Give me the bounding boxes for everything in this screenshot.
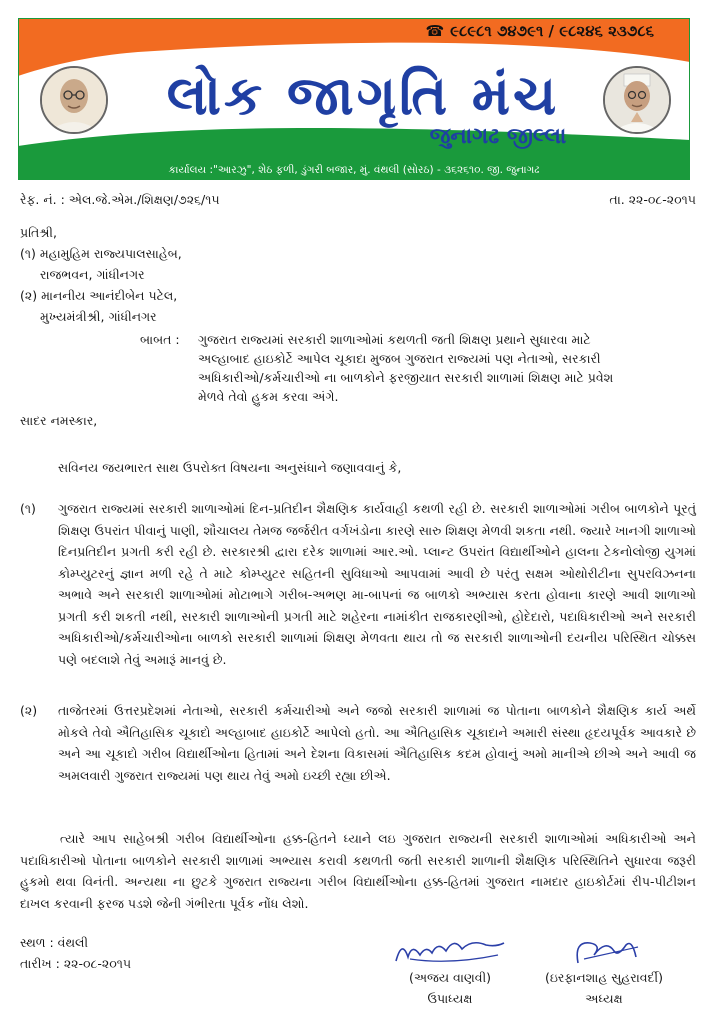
signature-graphic — [390, 935, 510, 967]
addressee-line: (૨) માનનીય આનંદીબેન પટેલ, — [20, 288, 178, 303]
signatory-title: ઉપાધ્યક્ષ — [427, 991, 473, 1006]
addressee-line: રાજભવન, ગાંધીનગર — [40, 267, 145, 282]
signatory-title: અધ્યક્ષ — [585, 991, 623, 1006]
portrait-right — [603, 66, 671, 134]
signatory-name: (અજય વાણવી) — [408, 970, 492, 985]
intro-line: સવિનય જયભારત સાથ ઉપરોક્ત વિષયના અનુસંધાને જણાવવાનું કે, — [58, 460, 402, 475]
paragraph-number: (૧) — [20, 501, 36, 516]
office-address: કાર્યાલય :"આરઝુ", શેઠ ફળી, ડુંગરી બજાર, મું. વંથલી (સોરઠ) - ૩૬૨૬૧૦. જી. જુનાગઢ — [168, 164, 540, 176]
date-line: તારીખ : ૨૨-૦૮-૨૦૧૫ — [20, 956, 132, 971]
signatory-president — [534, 935, 674, 1009]
place-line: સ્થળ : વંથલી — [20, 935, 89, 950]
addressee-block — [20, 222, 420, 327]
closing-paragraph: ત્યારે આપ સાહેબશ્રી ગરીબ વિદ્યાર્થીઓના હક્ક-હિતને ધ્યાને લઇ ગુજરાત રાજ્યની સરકારી શાળાઓમાં અધિકારીઓ અને પદાધિકારીઓ પોતાના બાળકોને સરકારી શાળામાં અભ્યાસ કરાવી કથળતી જતી સરકારી શાળાની શૈક્ષણિક પરિસ્થિતિને સુધારવા જરૂરી હુકમો થવા વિનંતી. અન્યથા ના છુટકે ગુજરાત રાજ્યના ગરીબ વિદ્યાર્થીઓના હક્ક-હિતમાં ગુજરાત નામદાર હાઇકોર્ટમાં રીપ-પીટીશન દાખલ કરવાની ફરજ પડશે જેની ગંભીરતા પૂર્વક નોંધ લેશો. — [20, 831, 696, 911]
letterhead — [18, 18, 690, 180]
signatory-vice-president — [380, 935, 520, 1009]
reference-number: રેફ. નં. : એલ.જે.એમ./શિક્ષણ/૭૨૬/૧૫ — [20, 192, 220, 207]
org-name: લોક જાગૃતિ મંચ — [166, 64, 560, 127]
addressee-line: (૧) મહામુહિમ રાજ્યપાલસાહેબ, — [20, 246, 182, 261]
place-date-block — [20, 932, 131, 974]
paragraph-number: (૨) — [20, 703, 38, 718]
paragraph-text: ગુજરાત રાજ્યમાં સરકારી શાળાઓમાં દિન-પ્રતિદીન શૈક્ષણિક કાર્યવાહી કથળી રહી છે. સરકારી શાળાઓમાં ગરીબ બાળકોને પૂરતું શિક્ષણ ઉપરાંત પીવાનું પાણી, શૌચાલય તેમજ જર્જરીત વર્ગખંડોના કારણે સારુ શિક્ષણ મેળવી શકતા નથી. જ્યારે ખાનગી શાળાઓ દિનપ્રતિદીન પ્રગતી કરી રહી છે. સરકારશ્રી દ્વારા દરેક શાળામાં આર.ઓ. પ્લાન્ટ ઉપરાંત વિદ્યાર્થીઓને હાલના ટેકનોલોજી યુગમાં કોમ્પ્યુટરનું જ્ઞાન મળી રહે તે માટે કોમ્પ્યુટર સહિતની સુવિધાઓ આપવામાં આવી છે પરંતુ સક્ષમ ઓથોરીટીના સુપરવિઝનના અભાવે અને સરકારી શાળાઓમાં મોટાભાગે ગરીબ-અભણ મા-બાપનાં જ બાળકો અભ્યાસ કરતા હોવાના કારણે આવી શાળાઓ પ્રગતી કરી શકતી નથી, સરકારી શાળાઓની પ્રગતી માટે શહેરના નામાંકીત રાજકારણીઓ, હોદેદારો, પદાધિકારીઓ અને સરકારી અધિકારીઓ/કર્મચારીઓના બાળકો સરકારી શાળામાં શિક્ષણ મેળવતા થાય તો જ સરકારી શાળાઓની દયનીય પરિસ્થિત ચોક્કસ પણે બદલાશે તેવું અમારૂં માનવું છે. — [58, 501, 696, 667]
phone-numbers: ☎ ૯૮૯૮૧ ૭૪૭૯૧ / ૯૮૨૪૬ ૨૩૭૮૬ — [425, 22, 654, 40]
paragraph-text: તાજેતરમાં ઉત્તરપ્રદેશમાં નેતાઓ, સરકારી કર્મચારીઓ અને જજો સરકારી શાળામાં જ પોતાના બાળકોને શૈક્ષણિક કાર્ય અર્થે મોકલે તેવો ઐતિહાસિક ચૂકાદો અલ્હાબાદ હાઇકોર્ટે આપેલો હતો. આ ઐતિહાસિક ચૂકાદાને અમારી સંસ્થા હૃદયપૂર્વક આવકારે છે અને આ ચૂકાદો ગરીબ વિદ્યાર્થીઓના હિતામાં અને દેશના વિકાસમાં ઐતિહાસિક કદમ હોવાનું અમો માનીએ છીએ અને આવી જ અમલવારી ગુજરાત રાજ્યમાં પણ થાય તેવું અમો ઇચ્છી રહ્યા છીએ. — [58, 703, 696, 783]
addressee-line: મુખ્યમંત્રીશ્રી, ગાંધીનગર — [40, 309, 157, 324]
signature-graphic — [544, 935, 664, 967]
subject-text: ગુજરાત રાજ્યમાં સરકારી શાળાઓમાં કથળતી જતી શિક્ષણ પ્રથાને સુધારવા માટે અલ્હાબાદ હાઇકોર્ટે આપેલ ચૂકાદા મુજબ ગુજરાત રાજ્યમાં પણ નેતાઓ, સરકારી અધિકારીઓ/કર્મચારીઓ ના બાળકોને ફરજીયાત સરકારી શાળામાં શિક્ષણ માટે પ્રવેશ મેળવે તેવો હુકમ કરવા અંગે. — [198, 332, 614, 404]
letter-date: તા. ૨૨-૦૮-૨૦૧૫ — [609, 192, 696, 207]
district-name: જુનાગઢ જીલ્લા — [429, 124, 567, 149]
greeting: સાદર નમસ્કાર, — [20, 413, 98, 428]
portrait-left — [40, 66, 108, 134]
signatory-name: (ઇરફાનશાહ સુહરાવર્દી) — [544, 970, 663, 985]
addressee-header: પ્રતિશ્રી, — [20, 225, 57, 240]
telephone-icon: ☎ — [425, 22, 445, 40]
subject-label: બાબત : — [140, 332, 180, 347]
